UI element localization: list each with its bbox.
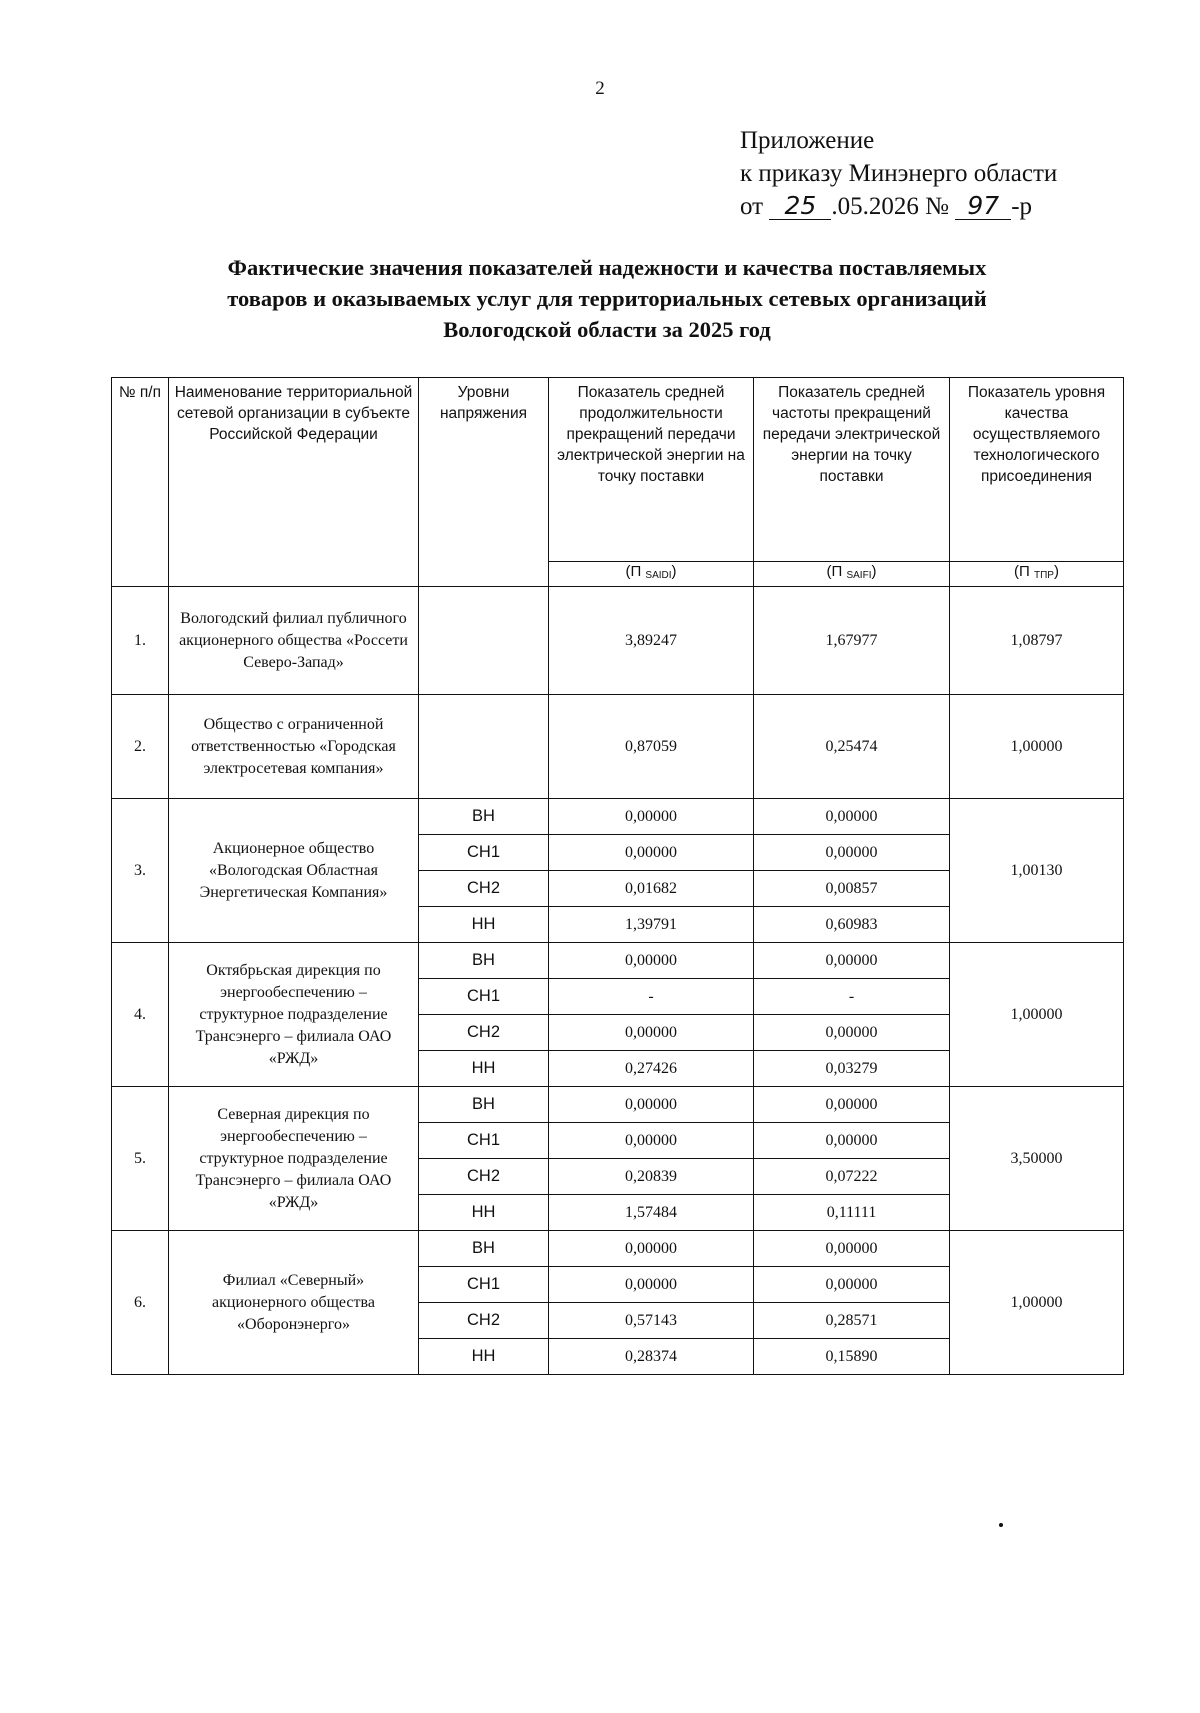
row-saifi: 0,07222 — [754, 1159, 950, 1195]
row-saifi: 0,00857 — [754, 871, 950, 907]
row-tpr: 3,50000 — [950, 1087, 1124, 1231]
header-saifi: Показатель средней частоты прекращений передачи электрической энергии на точку поставки — [754, 378, 950, 562]
stray-mark — [999, 1523, 1003, 1527]
row-saidi: 0,00000 — [549, 1123, 754, 1159]
row-saidi: 0,00000 — [549, 943, 754, 979]
row-voltage-level: ВН — [419, 1087, 549, 1123]
row-saifi: 0,00000 — [754, 1231, 950, 1267]
row-saidi: 0,00000 — [549, 835, 754, 871]
date-rest: .05.2026 № — [831, 193, 949, 220]
order-suffix: -р — [1011, 193, 1033, 220]
row-voltage-level: НН — [419, 1051, 549, 1087]
row-tpr: 1,08797 — [950, 587, 1124, 695]
row-saifi: 0,15890 — [754, 1339, 950, 1375]
row-saidi: - — [549, 979, 754, 1015]
row-voltage-level: СН2 — [419, 871, 549, 907]
row-tpr: 1,00000 — [950, 695, 1124, 799]
page-number: 2 — [595, 78, 605, 99]
title-line-1: Фактические значения показателей надежности и качества поставляемых — [227, 255, 987, 280]
table-body — [112, 587, 1124, 1375]
unit-saidi: (П $_{SAIDI}$) — [549, 562, 754, 587]
row-saidi: 0,20839 — [549, 1159, 754, 1195]
row-saifi: 0,60983 — [754, 907, 950, 943]
unit-saifi: (П $_{SAIFI}$) — [754, 562, 950, 587]
row-saidi: 0,27426 — [549, 1051, 754, 1087]
row-voltage-level: НН — [419, 907, 549, 943]
row-org-name: Акционерное общество «Вологодская Областная Энергетическая Компания» — [169, 799, 419, 943]
handwritten-order-number: 97 — [955, 193, 1011, 220]
row-num: 5. — [112, 1087, 169, 1231]
row-saifi: 0,00000 — [754, 1267, 950, 1303]
row-voltage-level: ВН — [419, 799, 549, 835]
header-org-name: Наименование территориальной сетевой организации в субъекте Российской Федерации — [169, 378, 419, 587]
title-line-3: Вологодской области за 2025 год — [443, 317, 771, 342]
appendix-date-line — [740, 190, 1057, 223]
row-saifi: 0,28571 — [754, 1303, 950, 1339]
row-voltage-level: НН — [419, 1195, 549, 1231]
header-tpr: Показатель уровня качества осуществляемого технологического присоединения — [950, 378, 1124, 562]
appendix-block — [740, 124, 1057, 223]
row-saifi: 0,00000 — [754, 835, 950, 871]
row-saidi: 0,00000 — [549, 799, 754, 835]
table-row — [112, 1231, 1124, 1267]
header-voltage-levels: Уровни напряжения — [419, 378, 549, 587]
handwritten-day: 25 — [769, 193, 831, 220]
row-voltage-level: СН1 — [419, 979, 549, 1015]
table-row — [112, 1087, 1124, 1123]
row-tpr: 1,00130 — [950, 799, 1124, 943]
row-saifi: 0,00000 — [754, 1087, 950, 1123]
row-org-name: Вологодский филиал публичного акционерного общества «Россети Северо-Запад» — [169, 587, 419, 695]
row-voltage-level — [419, 587, 549, 695]
row-saidi: 0,00000 — [549, 1231, 754, 1267]
row-voltage-level: СН1 — [419, 1123, 549, 1159]
row-org-name: Общество с ограниченной ответственностью «Городская электросетевая компания» — [169, 695, 419, 799]
row-voltage-level: СН2 — [419, 1015, 549, 1051]
table-row — [112, 695, 1124, 799]
row-saidi: 1,39791 — [549, 907, 754, 943]
row-tpr: 1,00000 — [950, 943, 1124, 1087]
table-header — [112, 378, 1124, 587]
row-saidi: 0,00000 — [549, 1267, 754, 1303]
row-voltage-level — [419, 695, 549, 799]
table-row — [112, 587, 1124, 695]
document-title — [112, 252, 1102, 345]
unit-tpr: (П $_{ТПР}$) — [950, 562, 1124, 587]
header-saidi: Показатель средней продолжительности прекращений передачи электрической энергии на точку поставки — [549, 378, 754, 562]
row-num: 3. — [112, 799, 169, 943]
row-saifi: 0,00000 — [754, 799, 950, 835]
date-prefix: от — [740, 193, 764, 220]
row-saidi: 0,01682 — [549, 871, 754, 907]
title-line-2: товаров и оказываемых услуг для территориальных сетевых организаций — [227, 286, 987, 311]
row-saidi: 0,87059 — [549, 695, 754, 799]
row-num: 1. — [112, 587, 169, 695]
indicators-table — [111, 377, 1124, 1375]
row-saifi: 0,25474 — [754, 695, 950, 799]
row-saifi: 0,03279 — [754, 1051, 950, 1087]
row-voltage-level: СН2 — [419, 1159, 549, 1195]
row-voltage-level: НН — [419, 1339, 549, 1375]
row-org-name: Филиал «Северный» акционерного общества «Оборонэнерго» — [169, 1231, 419, 1375]
appendix-title: Приложение — [740, 127, 875, 154]
table-row — [112, 799, 1124, 835]
row-org-name: Октябрьская дирекция по энергообеспечению – структурное подразделение Трансэнерго – филиала ОАО «РЖД» — [169, 943, 419, 1087]
row-voltage-level: СН1 — [419, 1267, 549, 1303]
header-num: № п/п — [112, 378, 169, 587]
row-num: 6. — [112, 1231, 169, 1375]
row-num: 4. — [112, 943, 169, 1087]
row-saidi: 0,00000 — [549, 1087, 754, 1123]
row-org-name: Северная дирекция по энергообеспечению – структурное подразделение Трансэнерго – филиала ОАО «РЖД» — [169, 1087, 419, 1231]
row-voltage-level: ВН — [419, 1231, 549, 1267]
row-saidi: 0,57143 — [549, 1303, 754, 1339]
row-saidi: 3,89247 — [549, 587, 754, 695]
row-voltage-level: СН1 — [419, 835, 549, 871]
row-saifi: 0,00000 — [754, 1015, 950, 1051]
row-voltage-level: ВН — [419, 943, 549, 979]
row-tpr: 1,00000 — [950, 1231, 1124, 1375]
row-saidi: 1,57484 — [549, 1195, 754, 1231]
row-saidi: 0,28374 — [549, 1339, 754, 1375]
row-saifi: - — [754, 979, 950, 1015]
row-saifi: 0,00000 — [754, 1123, 950, 1159]
appendix-order-ref: к приказу Минэнерго области — [740, 160, 1058, 187]
row-saifi: 1,67977 — [754, 587, 950, 695]
row-num: 2. — [112, 695, 169, 799]
table-row — [112, 943, 1124, 979]
row-saifi: 0,11111 — [754, 1195, 950, 1231]
row-saifi: 0,00000 — [754, 943, 950, 979]
row-voltage-level: СН2 — [419, 1303, 549, 1339]
row-saidi: 0,00000 — [549, 1015, 754, 1051]
